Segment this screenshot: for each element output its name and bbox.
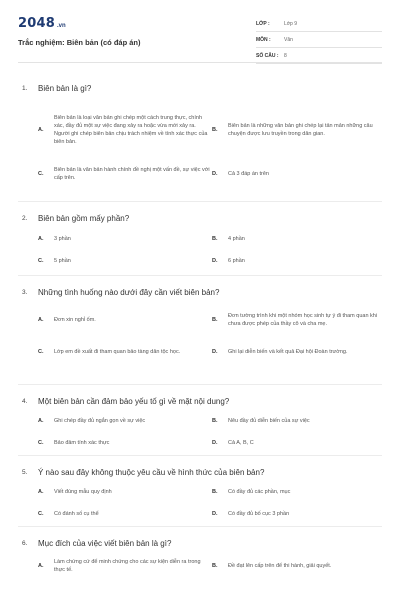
option-a[interactable] bbox=[38, 232, 210, 246]
option-a[interactable] bbox=[38, 414, 210, 428]
question-number: 5. bbox=[22, 468, 28, 476]
option-letter: D. bbox=[212, 511, 218, 517]
option-d[interactable] bbox=[212, 436, 384, 450]
option-letter: C. bbox=[38, 171, 44, 177]
option-letter: B. bbox=[212, 317, 218, 323]
option-text: Cả A, B, C bbox=[228, 439, 254, 446]
logo-suffix: .vn bbox=[56, 23, 66, 29]
option-d[interactable] bbox=[212, 162, 384, 186]
meta-label: LỚP : bbox=[256, 20, 270, 27]
question-1 bbox=[0, 63, 400, 201]
option-letter: D. bbox=[212, 171, 218, 177]
option-letter: C. bbox=[38, 511, 44, 517]
question-6 bbox=[0, 527, 400, 585]
meta-value: 8 bbox=[284, 52, 287, 59]
question-head bbox=[22, 536, 382, 550]
options bbox=[38, 100, 382, 186]
question-text: Biên bản là gì? bbox=[38, 83, 92, 93]
option-text: Có đầy đủ các phần, mục bbox=[228, 488, 291, 495]
option-letter: A. bbox=[38, 127, 44, 133]
option-d[interactable] bbox=[212, 507, 384, 521]
option-text: 6 phần bbox=[228, 257, 245, 264]
option-letter: A. bbox=[38, 317, 44, 323]
question-3 bbox=[0, 276, 400, 384]
meta-row-class bbox=[256, 16, 382, 32]
option-c[interactable] bbox=[38, 341, 210, 363]
question-text: Biên bản gồm mấy phần? bbox=[38, 213, 130, 223]
page-title: Trắc nghiệm: Biên bản (có đáp án) bbox=[18, 38, 141, 47]
option-letter: C. bbox=[38, 440, 44, 446]
option-b[interactable] bbox=[212, 485, 384, 499]
options bbox=[38, 304, 382, 363]
option-text: Bảo đảm tính xác thực bbox=[54, 439, 110, 446]
meta-label: MÔN : bbox=[256, 36, 271, 43]
options bbox=[38, 485, 382, 521]
option-c[interactable] bbox=[38, 507, 210, 521]
question-number: 2. bbox=[22, 214, 28, 222]
option-text: Đơn tường trình khi một nhóm học sinh tự ý đi tham quan khi chưa được phép của thầy cô và cha mẹ. bbox=[228, 312, 378, 327]
question-text: Ý nào sau đây không thuộc yêu cầu về hình thức của biên bản? bbox=[38, 467, 265, 477]
option-text: 3 phần bbox=[54, 235, 71, 242]
option-text: 5 phần bbox=[54, 257, 71, 264]
question-number: 6. bbox=[22, 539, 28, 547]
question-4 bbox=[0, 385, 400, 455]
question-2 bbox=[0, 202, 400, 275]
option-letter: C. bbox=[38, 258, 44, 264]
option-letter: B. bbox=[212, 127, 218, 133]
option-text: Đề đạt lên cấp trên để thi hành, giải quyết. bbox=[228, 562, 332, 569]
option-c[interactable] bbox=[38, 162, 210, 186]
option-letter: A. bbox=[38, 418, 44, 424]
option-d[interactable] bbox=[212, 341, 384, 363]
option-letter: A. bbox=[38, 563, 44, 569]
options bbox=[38, 414, 382, 450]
quiz-meta bbox=[256, 16, 382, 64]
question-number: 1. bbox=[22, 84, 28, 92]
logo-text: 2048 bbox=[18, 16, 55, 31]
meta-row-count bbox=[256, 48, 382, 64]
option-letter: D. bbox=[212, 258, 218, 264]
meta-value: Văn bbox=[284, 36, 293, 43]
option-letter: C. bbox=[38, 349, 44, 355]
option-text: Biên bản là loại văn bản ghi chép một cách trung thực, chính xác, đầy đủ một sự việc đang xảy ra hoặc vừa mới xảy ra. Người ghi chép biên bản chịu trách nhiệm về tính xác thực của biên bản. bbox=[54, 114, 208, 146]
option-a[interactable] bbox=[38, 555, 210, 577]
option-text: Nêu đầy đủ diễn biến của sự việc bbox=[228, 417, 310, 424]
option-letter: A. bbox=[38, 236, 44, 242]
meta-value: Lớp 9 bbox=[284, 20, 298, 27]
option-letter: B. bbox=[212, 418, 218, 424]
option-b[interactable] bbox=[212, 414, 384, 428]
option-text: Làm chứng cứ để minh chứng cho các sự kiện diễn ra trong thực tế. bbox=[54, 558, 201, 573]
question-text: Mục đích của việc viết biên bản là gì? bbox=[38, 538, 172, 548]
option-letter: B. bbox=[212, 236, 218, 242]
meta-row-subject bbox=[256, 32, 382, 48]
option-c[interactable] bbox=[38, 436, 210, 450]
option-a[interactable] bbox=[38, 485, 210, 499]
option-letter: D. bbox=[212, 440, 218, 446]
question-head bbox=[22, 285, 382, 299]
option-text: 4 phần bbox=[228, 235, 245, 242]
option-text: Biên bản là văn bản hành chính đề nghị một vấn đề, sự việc với cấp trên. bbox=[54, 166, 210, 181]
question-number: 4. bbox=[22, 397, 28, 405]
option-letter: D. bbox=[212, 349, 218, 355]
option-text: Có đầy đủ bố cục 3 phần bbox=[228, 510, 290, 517]
options bbox=[38, 232, 382, 268]
option-a[interactable] bbox=[38, 304, 210, 336]
option-c[interactable] bbox=[38, 254, 210, 268]
option-text: Có đánh số cụ thể bbox=[54, 510, 99, 517]
question-head bbox=[22, 211, 382, 225]
question-text: Những tình huống nào dưới đây cần viết biên bản? bbox=[38, 287, 220, 297]
question-head bbox=[22, 394, 382, 408]
option-b[interactable] bbox=[212, 100, 384, 160]
option-text: Ghi lại diễn biến và kết quả Đại hội Đoàn trường. bbox=[228, 348, 348, 355]
page-header bbox=[0, 0, 400, 62]
option-b[interactable] bbox=[212, 304, 384, 336]
option-b[interactable] bbox=[212, 555, 384, 577]
question-5 bbox=[0, 456, 400, 526]
option-text: Đơn xin nghỉ ốm. bbox=[54, 316, 96, 323]
option-letter: B. bbox=[212, 563, 218, 569]
option-text: Ghi chép đầy đủ ngắn gọn về sự việc bbox=[54, 417, 146, 424]
option-text: Cả 3 đáp án trên bbox=[228, 170, 269, 177]
option-d[interactable] bbox=[212, 254, 384, 268]
option-text: Biên bản là những văn bản ghi chép lại tản mản những câu chuyện được lưu truyền trong dân gian. bbox=[228, 122, 373, 137]
option-text: Viết đúng mẫu quy định bbox=[54, 488, 112, 495]
question-head bbox=[22, 465, 382, 479]
option-text: Lớp em đề xuất đi tham quan bảo tàng dân tộc học. bbox=[54, 348, 181, 355]
question-number: 3. bbox=[22, 288, 28, 296]
option-letter: B. bbox=[212, 489, 218, 495]
option-a[interactable] bbox=[38, 100, 210, 160]
option-letter: A. bbox=[38, 489, 44, 495]
options bbox=[38, 555, 382, 577]
option-b[interactable] bbox=[212, 232, 384, 246]
question-text: Một biên bản cần đảm bảo yếu tố gì về mặt nội dung? bbox=[38, 396, 230, 406]
meta-label: SỐ CÂU : bbox=[256, 52, 279, 59]
question-head bbox=[22, 81, 382, 95]
